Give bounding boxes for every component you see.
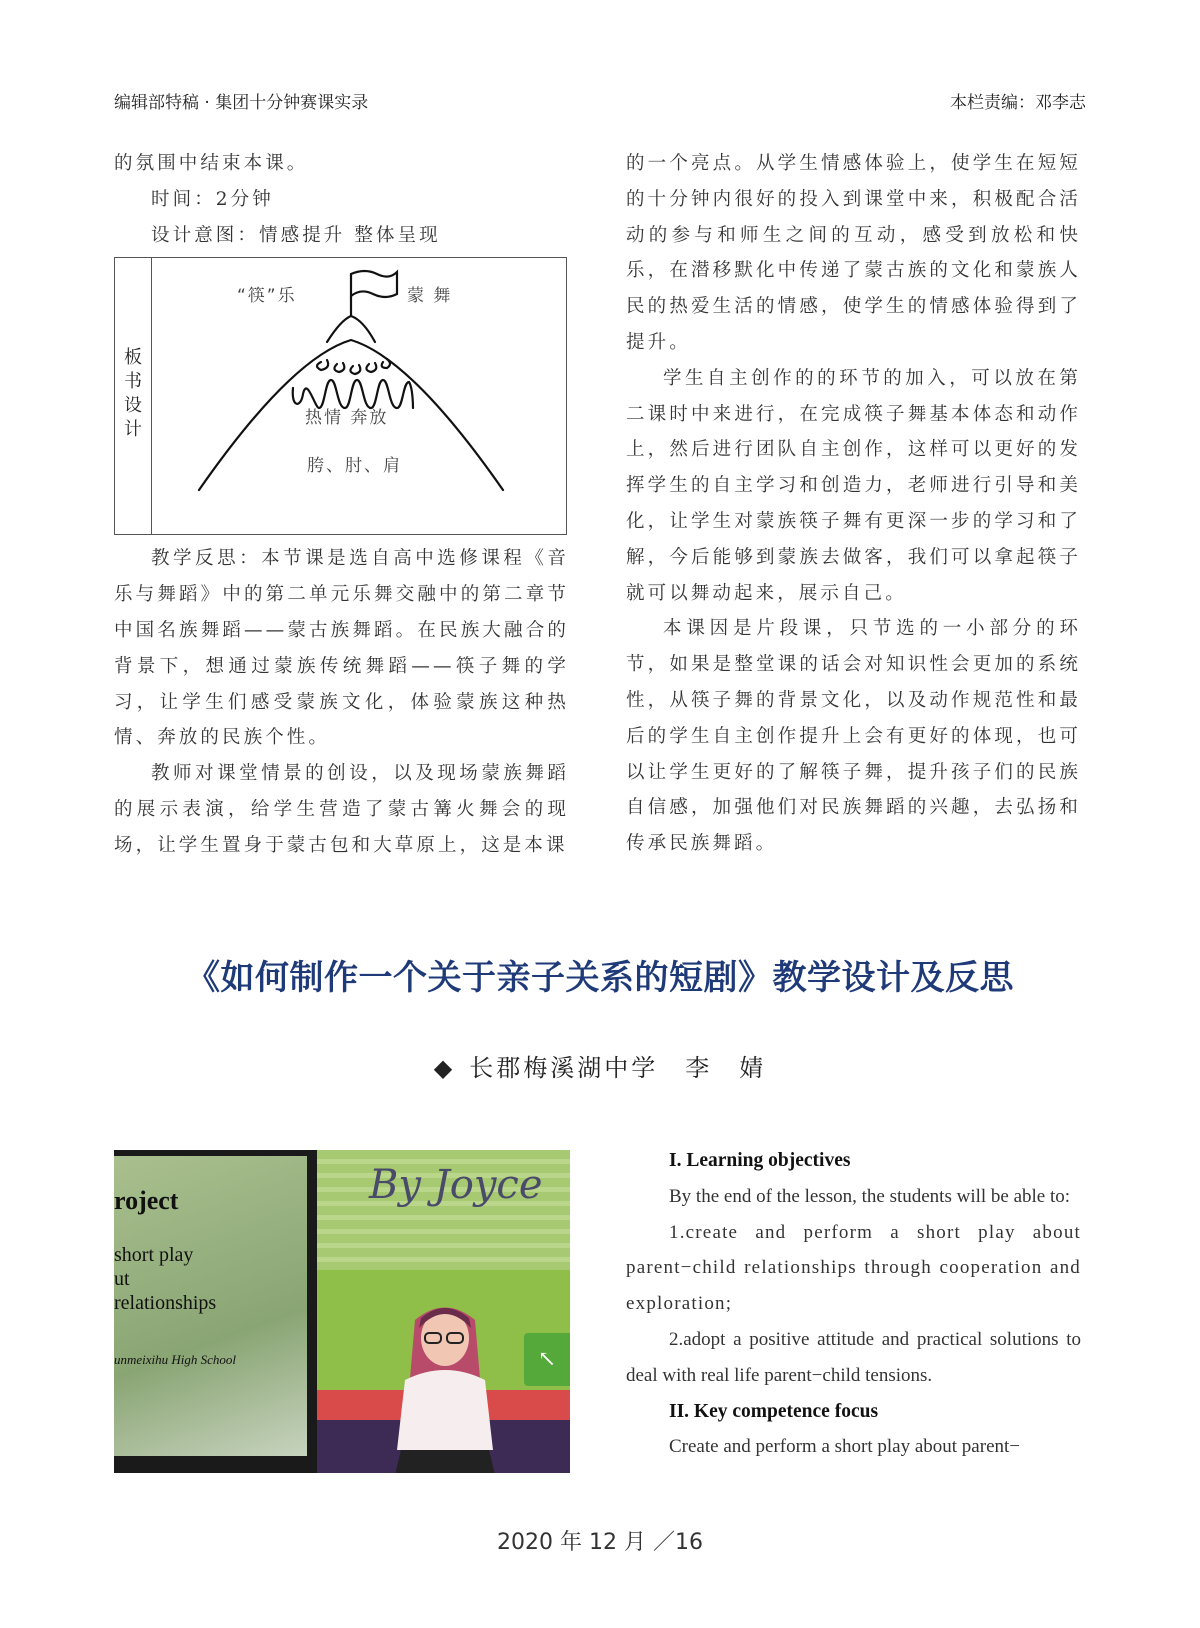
- cursor-arrow-icon: ↖: [524, 1333, 570, 1386]
- stage-backdrop: [317, 1150, 570, 1473]
- banner-text: By Joyce: [369, 1162, 543, 1208]
- paragraph: Create and perform a short play about parent−: [669, 1436, 1020, 1458]
- board-label-chopsticks-joy: “筷”乐: [237, 286, 297, 307]
- left-column: [114, 146, 569, 864]
- paragraph: 的氛围中结束本课。: [114, 153, 309, 174]
- article-author: [0, 1048, 1200, 1083]
- paragraph: 学生自主创作的的环节的加入，可以放在第二课时中来进行，在完成筷子舞基本体态和动作上，然后进行团队自主创作，这样可以更好的发挥学生的自主学习和创造力，老师进行引导和美化，让学生对蒙族筷子舞有更深一步的学习和了解，今后能够到蒙族去做客，我们可以拿起筷子就可以舞动起来，展示自己。: [626, 367, 1081, 604]
- teacher-figure: [385, 1300, 515, 1473]
- page-footer: 2020 年 12 月 ／16: [497, 1530, 703, 1555]
- time-line: 时间：2分钟: [151, 188, 274, 210]
- paragraph: By the end of the lesson, the students will be able to:: [669, 1185, 1071, 1207]
- page-header: [114, 88, 1086, 118]
- diamond-icon: ◆: [433, 1054, 456, 1082]
- heading-learning-objectives: I. Learning objectives: [669, 1150, 851, 1171]
- mountain-flag-icon: [151, 258, 566, 534]
- board-side-label: 板书设计: [115, 258, 152, 534]
- objective-item: 1.create and perform a short play about parent−child relationships through cooperation and exploration;: [626, 1221, 1081, 1315]
- board-label-mongol-dance: 蒙 舞: [407, 286, 453, 307]
- design-intent: 设计意图：情感提升 整体呈现: [151, 224, 441, 246]
- blackboard-design-figure: [114, 257, 567, 535]
- reflection-paragraph: 教学反思：本节课是选自高中选修课程《音乐与舞蹈》中的第二单元乐舞交融中的第二章节中国名族舞蹈——蒙古族舞蹈。在民族大融合的背景下，想通过蒙族传统舞蹈——筷子舞的学习，让学生们感受蒙族文化，体验蒙族这种热情、奔放的民族个性。: [114, 548, 569, 749]
- paragraph: 本课因是片段课，只节选的一小部分的环节，如果是整堂课的话会对知识性会更加的系统性，从筷子舞的背景文化，以及动作规范性和最后的学生自主创作提升上会有更好的体现，也可以让学生更好的了解筷子舞，提升孩子们的民族自信感，加强他们对民族舞蹈的兴趣，去弘扬和传承民族舞蹈。: [626, 618, 1081, 855]
- article-title: 《如何制作一个关于亲子关系的短剧》教学设计及反思: [186, 958, 1014, 998]
- classroom-photo: [114, 1150, 570, 1473]
- author-name: 长郡梅溪湖中学 李 婧: [469, 1054, 767, 1082]
- english-section: [626, 1143, 1081, 1465]
- reflection-paragraph: 教师对课堂情景的创设，以及现场蒙族舞蹈的展示表演，给学生营造了蒙古篝火舞会的现场，让学生置身于蒙古包和大草原上，这是本课: [114, 763, 569, 856]
- board-label-passionate: 热情 奔放: [305, 408, 389, 429]
- paragraph: 的一个亮点。从学生情感体验上，使学生在短短的十分钟内很好的投入到课堂中来，积极配合活动的参与和师生之间的互动，感受到放松和快乐，在潜移默化中传递了蒙古族的文化和蒙族人民的热爱生活的情感，使学生的情感体验得到了提升。: [626, 153, 1081, 353]
- right-column: [626, 146, 1081, 862]
- board-label-body-parts: 胯、肘、肩: [307, 456, 402, 477]
- objective-item: 2.adopt a positive attitude and practical solutions to deal with real life parent−child tensions.: [626, 1328, 1081, 1386]
- presentation-screen: roject short play ut relationships unmeixihu High School: [114, 1150, 317, 1473]
- section-title: 编辑部特稿 · 集团十分钟赛课实录: [114, 93, 369, 113]
- column-editor: 本栏责编：邓李志: [950, 93, 1086, 113]
- heading-key-competence: II. Key competence focus: [669, 1400, 879, 1422]
